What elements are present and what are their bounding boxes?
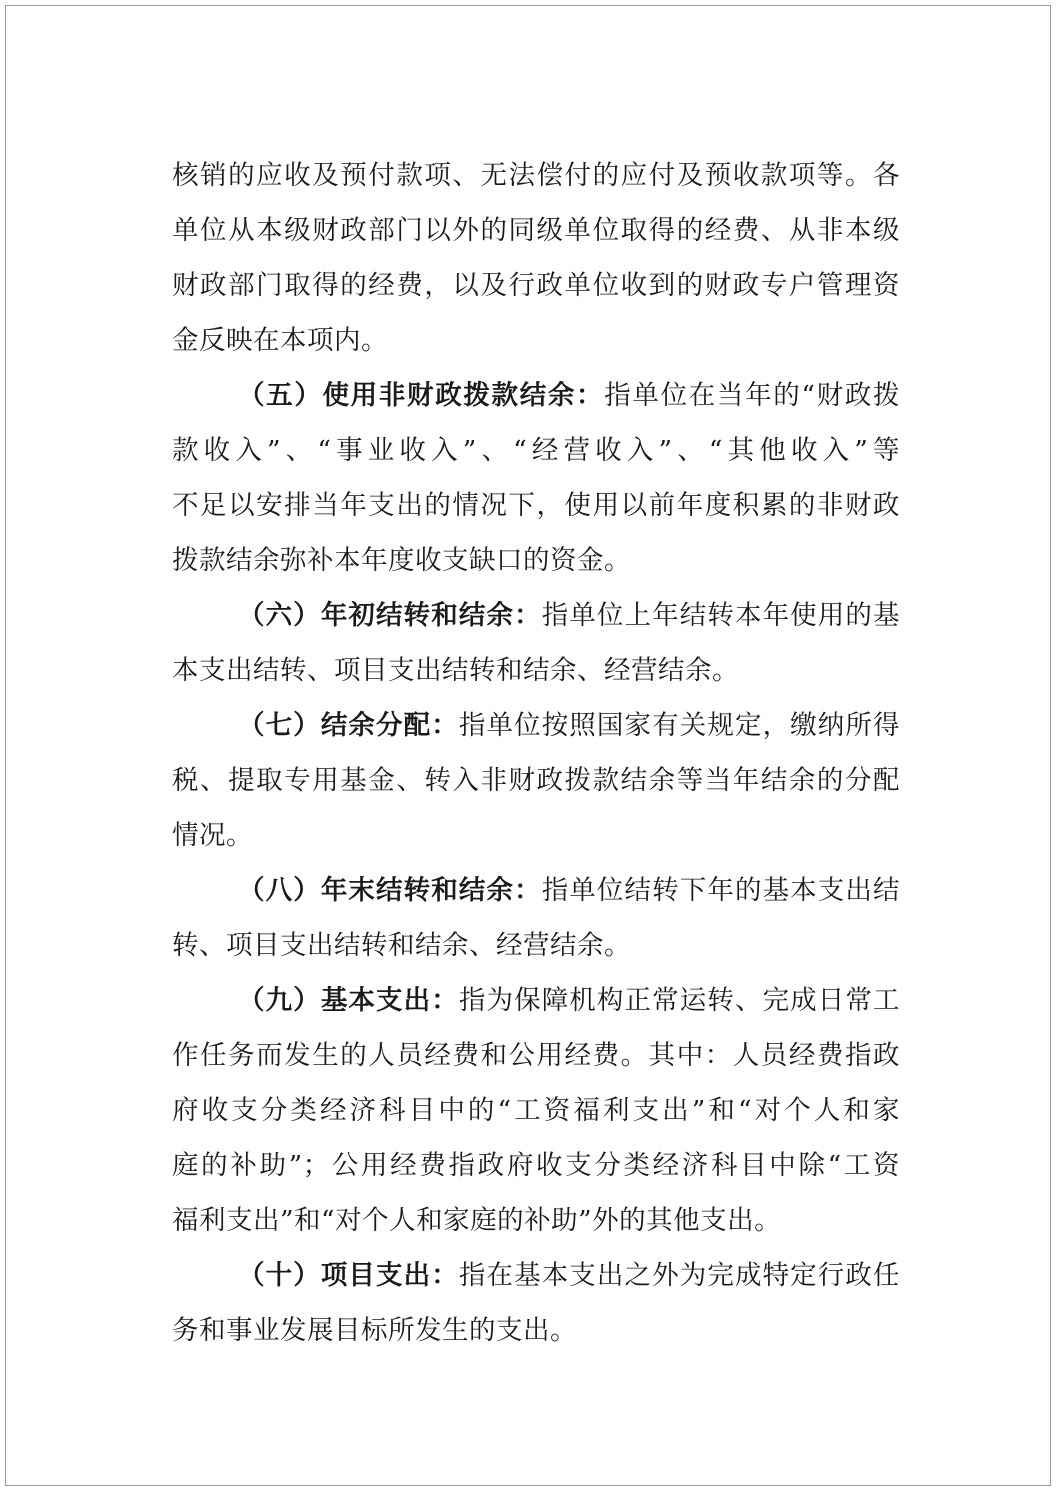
term-heading: （七）结余分配： — [238, 710, 459, 741]
paragraph — [172, 588, 900, 698]
text-line: 拨款结余弥补本年度收支缺口的资金。 — [172, 545, 631, 576]
text-line — [172, 368, 900, 423]
text-line — [172, 1248, 900, 1303]
text-line: 金反映在本项内。 — [172, 325, 388, 356]
definition-text: 指为保障机构正常运转、完成日常工 — [458, 985, 901, 1016]
paragraph — [172, 1248, 900, 1358]
text-line — [172, 698, 900, 753]
text-line: 本支出结转、项目支出结转和结余、经营结余。 — [172, 655, 739, 686]
text-line: 款收入”、“事业收入”、“经营收入”、“其他收入”等 — [172, 435, 900, 466]
text-line: 不足以安排当年支出的情况下，使用以前年度积累的非财政 — [172, 490, 900, 521]
text-line: 作任务而发生的人员经费和公用经费。其中：人员经费指政 — [172, 1040, 900, 1071]
definition-text: 指单位上年结转本年使用的基 — [541, 600, 901, 631]
term-heading: （九）基本支出： — [238, 985, 459, 1016]
term-heading: （八）年末结转和结余： — [238, 875, 542, 906]
paragraph — [172, 973, 900, 1248]
text-line: 福利支出”和“对个人和家庭的补助”外的其他支出。 — [172, 1205, 782, 1236]
document-body — [172, 148, 900, 1358]
document-page — [5, 5, 1051, 1486]
text-line: 庭的补助”；公用经费指政府收支分类经济科目中除“工资 — [172, 1150, 900, 1181]
text-line — [172, 863, 900, 918]
text-line: 税、提取专用基金、转入非财政拨款结余等当年结余的分配 — [172, 765, 900, 796]
text-line: 单位从本级财政部门以外的同级单位取得的经费、从非本级 — [172, 215, 900, 246]
definition-text: 指在基本支出之外为完成特定行政任 — [458, 1260, 901, 1291]
paragraph — [172, 698, 900, 863]
definition-text: 指单位在当年的“财政拨 — [604, 380, 900, 411]
text-line: 财政部门取得的经费，以及行政单位收到的财政专户管理资 — [172, 270, 900, 301]
paragraph — [172, 863, 900, 973]
term-heading: （十）项目支出： — [238, 1260, 459, 1291]
paragraph — [172, 368, 900, 588]
text-line: 府收支分类经济科目中的“工资福利支出”和“对个人和家 — [172, 1095, 900, 1126]
definition-text: 指单位结转下年的基本支出结 — [541, 875, 901, 906]
text-line: 情况。 — [172, 820, 253, 851]
term-heading: （五）使用非财政拨款结余： — [238, 380, 605, 411]
text-line: 转、项目支出结转和结余、经营结余。 — [172, 930, 631, 961]
term-heading: （六）年初结转和结余： — [238, 600, 542, 631]
text-line: 核销的应收及预付款项、无法偿付的应付及预收款项等。各 — [172, 160, 900, 191]
text-line: 务和事业发展目标所发生的支出。 — [172, 1315, 577, 1346]
text-line — [172, 588, 900, 643]
definition-text: 指单位按照国家有关规定，缴纳所得 — [458, 710, 901, 741]
text-line — [172, 973, 900, 1028]
paragraph — [172, 148, 900, 368]
